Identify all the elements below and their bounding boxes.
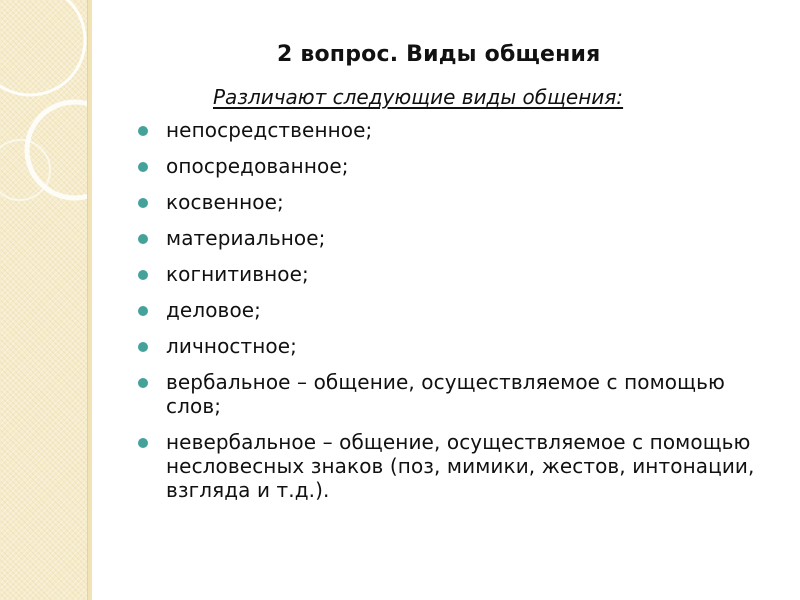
list-item-text: вербальное – общение, осуществляемое с помощью слов; [166, 370, 725, 418]
slide-subtitle: Различают следующие виды общения: [213, 85, 624, 109]
list-item [133, 226, 773, 250]
list-item [133, 298, 773, 322]
list-item [133, 430, 773, 502]
bullet-icon [138, 342, 148, 352]
slide-title: 2 вопрос. Виды общения [277, 42, 601, 67]
decorative-circles-icon [0, 0, 87, 230]
bullet-list [133, 118, 773, 514]
bullet-icon [138, 378, 148, 388]
list-item [133, 334, 773, 358]
bullet-icon [138, 270, 148, 280]
list-item-text: когнитивное; [166, 262, 309, 286]
list-item [133, 190, 773, 214]
list-item-text: деловое; [166, 298, 262, 322]
list-item-text: непосредственное; [166, 118, 373, 142]
list-item [133, 154, 773, 178]
list-item [133, 262, 773, 286]
side-panel-border [87, 0, 92, 600]
bullet-icon [138, 438, 148, 448]
list-item-text: опосредованное; [166, 154, 349, 178]
list-item-text: косвенное; [166, 190, 284, 214]
bullet-icon [138, 126, 148, 136]
bullet-icon [138, 306, 148, 316]
list-item [133, 370, 773, 418]
list-item [133, 118, 773, 142]
list-item-text: невербальное – общение, осуществляемое с помощью несловесных знаков (поз, мимики, жестов, интонации, взгляда и т.д.). [166, 430, 755, 502]
bullet-icon [138, 234, 148, 244]
list-item-text: материальное; [166, 226, 326, 250]
bullet-icon [138, 162, 148, 172]
list-item-text: личностное; [166, 334, 298, 358]
bullet-icon [138, 198, 148, 208]
decorative-side-panel [0, 0, 87, 600]
